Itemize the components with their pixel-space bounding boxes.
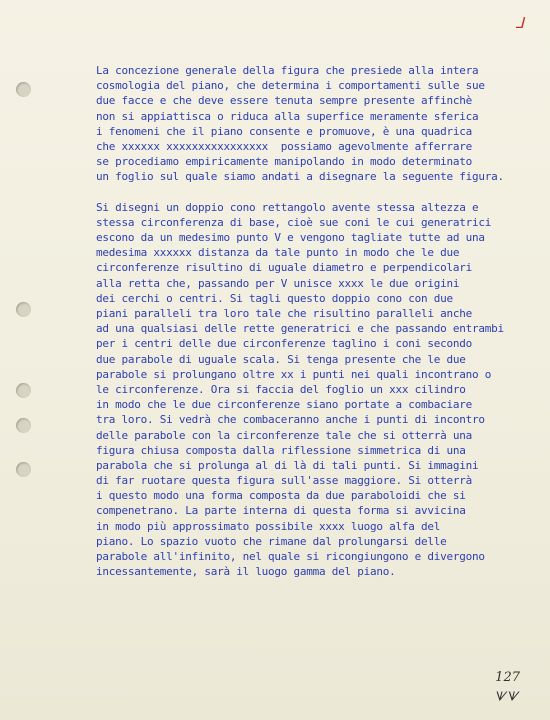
text-line: stessa circonferenza di base, cioè sue coni le cui generatrici	[96, 215, 492, 229]
text-line: in modo più approssimato possibile xxxx luogo alfa del	[96, 519, 441, 533]
text-line: medesima xxxxxx distanza da tale punto in modo che le due	[96, 246, 460, 260]
corner-handwritten-mark: ᒧ	[514, 14, 524, 32]
text-line: compenetrano. La parte interna di questa forma si avvicina	[96, 504, 466, 518]
text-line: Si disegni un doppio cono rettangolo avente stessa altezza e	[96, 200, 479, 214]
text-line: piani paralleli tra loro tale che risultino paralleli anche	[96, 307, 472, 320]
text-line: se procediamo empiricamente manipolando in modo determinato	[96, 155, 472, 169]
text-line: non si appiattisca o riduca alla superfice meramente sferica	[96, 109, 479, 123]
text-line: per i centri delle due circonferenze taglino i coni secondo	[96, 337, 472, 351]
text-line: delle parabole con la circonferenze tale che si otterrà una	[96, 428, 472, 442]
binder-hole	[16, 462, 31, 477]
text-line: alla retta che, passando per V unisce xxxx le due origini	[96, 276, 460, 290]
text-line: cosmologia del piano, che determina i comportamenti sulle sue	[96, 79, 485, 93]
text-line: due facce e che deve essere tenuta sempre presente affinchè	[96, 94, 472, 108]
text-line: un foglio sul quale siamo andati a disegnare la seguente figura.	[96, 170, 504, 184]
text-line: parabola che si prolunga al di là di tali punti. Si immagini	[96, 458, 479, 472]
text-line: di far ruotare questa figura sull'asse maggiore. Si otterrà	[96, 474, 472, 488]
binder-hole	[16, 418, 31, 433]
paragraph-gap	[96, 185, 536, 200]
binder-hole	[16, 383, 31, 398]
text-line: dei cerchi o centri. Si tagli questo doppio cono con due	[96, 291, 453, 305]
handwritten-page-number: 127	[495, 670, 520, 685]
text-line: piano. Lo spazio vuoto che rimane dal prolungarsi delle	[96, 534, 447, 548]
text-line: parabole si prolungano oltre xx i punti nei quali incontrano o	[96, 367, 492, 381]
text-line: due parabole di uguale scala. Si tenga presente che le due	[96, 352, 466, 366]
text-line: escono da un medesimo punto V e vengono tagliate tutte ad una	[96, 231, 485, 245]
text-line: le circonferenze. Ora si faccia del foglio un xxx cilindro	[96, 382, 466, 396]
binder-hole	[16, 82, 31, 97]
text-line: parabole all'infinito, nel quale si ricongiungono e divergono	[96, 550, 485, 563]
text-line: La concezione generale della figura che presiede alla intera	[96, 64, 479, 77]
text-line: circonferenze risultino di uguale diametro e perpendicolari	[96, 261, 472, 275]
text-line: che xxxxxx xxxxxxxxxxxxxxxx possiamo agevolmente afferrare	[96, 139, 472, 153]
text-line: i fenomeni che il piano consente e promuove, è una quadrica	[96, 124, 472, 138]
text-line: figura chiusa composta dalla riflessione simmetrica di una	[96, 443, 466, 457]
text-line: tra loro. Si vedrà che combaceranno anche i punti di incontro	[96, 413, 485, 427]
text-line: in modo che le due circonferenze siano portate a combaciare	[96, 398, 472, 412]
text-line: incessantemente, sarà il luogo gamma del piano.	[96, 565, 396, 579]
handwritten-page-mark: ᗐᗐ	[493, 690, 518, 705]
text-line: i questo modo una forma composta da due paraboloidi che si	[96, 489, 466, 503]
text-line: ad una qualsiasi delle rette generatrici e che passando entrambi	[96, 322, 504, 336]
binder-hole	[16, 302, 31, 317]
typed-text-body	[96, 63, 536, 579]
